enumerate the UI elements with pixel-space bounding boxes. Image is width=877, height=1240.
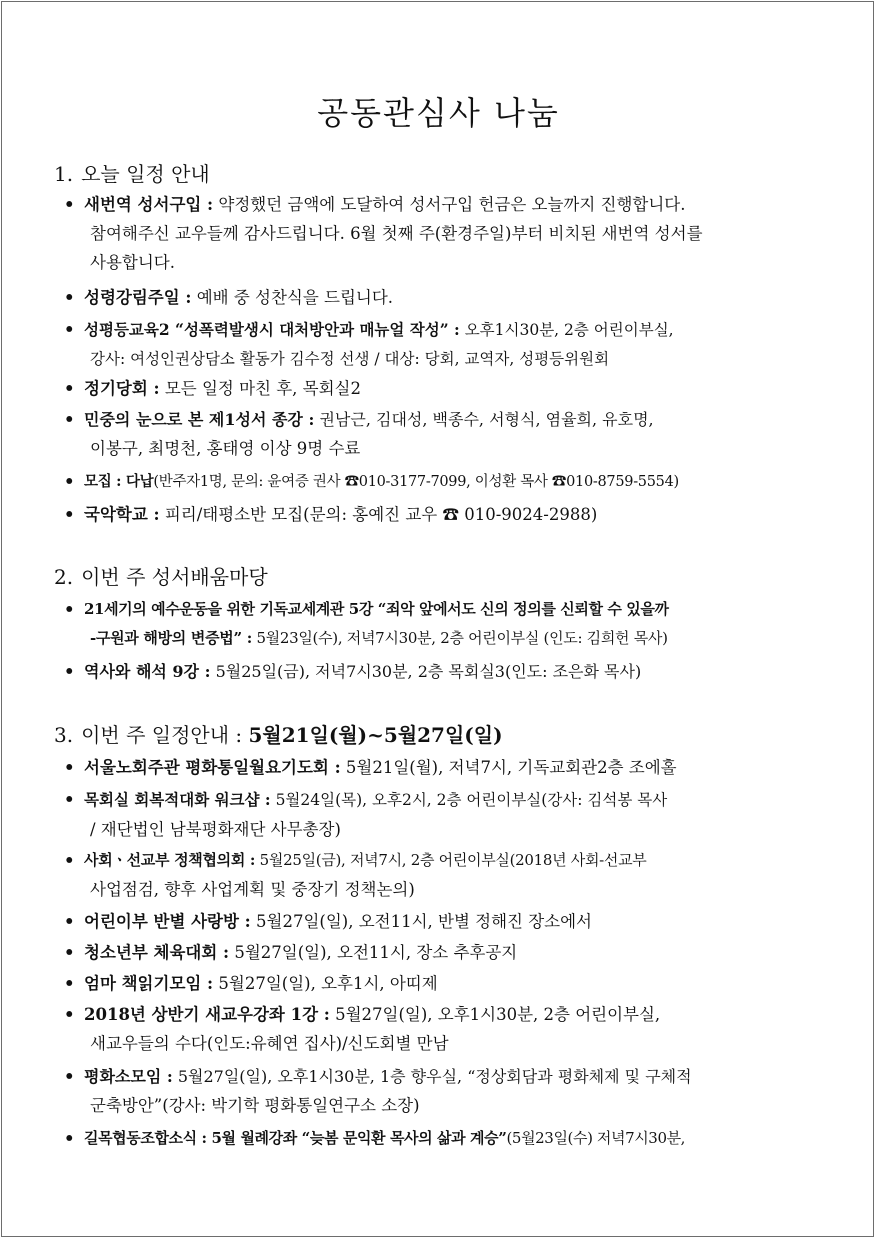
bullet-icon: •	[64, 912, 75, 931]
list-item	[64, 595, 804, 653]
item-label: 사회ㆍ선교부 정책협의회 :	[84, 851, 256, 869]
item-text: 권남근, 김대성, 백종수, 서형식, 염율희, 유호명,	[319, 410, 654, 429]
item-text: 5월23일(수), 저녁7시30분, 2층 어린이부실 (인도: 김희헌 목사)	[256, 629, 668, 647]
bullet-icon: •	[64, 943, 75, 962]
list-item	[64, 1124, 804, 1153]
bullet-icon: •	[64, 410, 75, 429]
bullet-icon: •	[64, 195, 75, 214]
bullet-icon: •	[64, 1067, 75, 1086]
bullet-icon: •	[64, 505, 75, 524]
list-item	[64, 405, 804, 463]
list-item	[64, 315, 804, 374]
item-label: 2018년 상반기 새교우강좌 1강 :	[84, 1005, 330, 1024]
list-item	[64, 283, 804, 312]
section-title: 이번 주 일정안내 :	[81, 723, 243, 747]
item-label: 민중의 눈으로 본 제1성서 종강 :	[84, 410, 315, 429]
list-item	[64, 500, 804, 529]
bullet-icon: •	[64, 974, 75, 993]
item-text: 5월27일(일), 오전11시, 반별 정해진 장소에서	[256, 912, 592, 931]
item-label: 어린이부 반별 사랑방 :	[84, 912, 251, 931]
item-label: 서울노회주관 평화통일월요기도회 :	[84, 758, 341, 777]
list-item	[64, 969, 804, 998]
item-label: 모집 : 다납	[84, 473, 154, 490]
item-label: 청소년부 체육대회 :	[84, 943, 230, 962]
item-text: (5월23일(수) 저녁7시30분,	[506, 1129, 686, 1147]
section-number: 2.	[54, 565, 74, 589]
list-item	[64, 657, 804, 686]
item-label: 새번역 성서구입 :	[84, 195, 214, 214]
item-text: 5월25일(금), 저녁7시, 2층 어린이부실(2018년 사회-선교부	[259, 851, 647, 869]
item-text: 5월21일(월), 저녁7시, 기독교회관2층 조에홀	[345, 758, 677, 777]
bullet-icon: •	[64, 320, 75, 339]
item-label: 역사와 해석 9강 :	[84, 662, 211, 681]
item-label: 평화소모임 :	[84, 1067, 173, 1086]
list-item	[64, 1062, 804, 1120]
bullet-icon: •	[64, 472, 75, 491]
list-item	[64, 467, 804, 497]
item-text: 모든 일정 마친 후, 목회실2	[164, 379, 361, 398]
item-text: (반주자1명, 문의: 윤여증 권사 ☎010-3177-7099, 이성환 목사 ☎010-8759-5554)	[153, 474, 679, 490]
list-item	[64, 846, 804, 904]
item-text: 예배 중 성찬식을 드립니다.	[196, 288, 394, 307]
bullet-icon: •	[64, 662, 75, 681]
item-label: 성평등교육2 “성폭력발생시 대처방안과 매뉴얼 작성” :	[84, 320, 460, 339]
bullet-icon: •	[64, 600, 75, 619]
bullet-icon: •	[64, 790, 75, 809]
item-text: / 재단법인 남북평화재단 사무총장)	[90, 820, 341, 839]
item-label: -구원과 해방의 변증법” :	[90, 629, 252, 647]
bullet-icon: •	[64, 1005, 75, 1024]
section-heading	[54, 721, 503, 749]
list-item	[64, 753, 804, 782]
list-item	[64, 907, 804, 936]
bullet-icon: •	[64, 379, 75, 398]
item-text: 약정했던 금액에 도달하여 성서구입 헌금은 오늘까지 진행합니다.	[218, 195, 686, 214]
list-item	[64, 1000, 804, 1058]
bullet-icon: •	[64, 758, 75, 777]
item-text: 새교우들의 수다(인도:유혜연 집사)/신도회별 만남	[90, 1034, 449, 1053]
section-number: 3.	[54, 723, 74, 747]
item-text: 오후1시30분, 2층 어린이부실,	[464, 321, 674, 339]
section-title: 이번 주 성서배움마당	[81, 565, 268, 589]
bullet-icon: •	[64, 1129, 75, 1148]
list-item	[64, 190, 804, 277]
bullet-icon: •	[64, 288, 75, 307]
item-text: 사업점검, 향후 사업계획 및 중장기 정책논의)	[90, 880, 415, 899]
section-heading	[54, 160, 210, 188]
section-date-range: 5월21일(월)~5월27일(일)	[248, 723, 503, 747]
item-text: 5월27일(일), 오전11시, 장소 추후공지	[234, 943, 518, 962]
list-item	[64, 374, 804, 403]
item-text: 5월24일(목), 오후2시, 2층 어린이부실(강사: 김석봉 목사	[275, 791, 668, 809]
item-text: 이봉구, 최명천, 홍태영 이상 9명 수료	[90, 439, 361, 458]
item-label: 21세기의 예수운동을 위한 기독교세계관 5강 “죄악 앞에서도 신의 정의를 신뢰할 수 있을까	[84, 600, 669, 618]
document-title: 공동관심사 나눔	[317, 94, 560, 132]
item-text: 군축방안”(강사: 박기학 평화통일연구소 소장)	[90, 1096, 420, 1115]
bullet-icon: •	[64, 851, 75, 870]
item-text: 피리/태평소반 모집(문의: 홍예진 교우 ☎ 010-9024-2988)	[164, 505, 598, 524]
item-text: 강사: 여성인권상담소 활동가 김수정 선생 / 대상: 당회, 교역자, 성평등위원회	[90, 350, 610, 368]
item-text: 5월27일(일), 오후1시, 아띠제	[218, 974, 438, 993]
item-text: 사용합니다.	[90, 253, 175, 272]
list-item	[64, 938, 804, 967]
item-label: 목회실 회복적대화 워크샵 :	[84, 790, 271, 809]
item-text: 5월27일(일), 오후1시30분, 2층 어린이부실,	[335, 1005, 661, 1024]
item-label: 국악학교 :	[84, 505, 160, 524]
item-text: 참여해주신 교우들께 감사드립니다. 6월 첫째 주(환경주일)부터 비치된 새번역 성서를	[90, 224, 703, 243]
section-number: 1.	[54, 162, 74, 186]
item-label: 길목협동조합소식 : 5월 월례강좌 “늦봄 문익환 목사의 삶과 계승”	[84, 1129, 507, 1147]
list-item	[64, 785, 804, 844]
item-label: 정기당회 :	[84, 379, 160, 398]
item-text: 5월27일(일), 오후1시30분, 1층 향우실, “정상회담과 평화체제 및 구체적	[177, 1067, 692, 1086]
item-label: 성령강림주일 :	[84, 288, 192, 307]
section-heading	[54, 563, 268, 591]
section-title: 오늘 일정 안내	[81, 162, 210, 186]
item-text: 5월25일(금), 저녁7시30분, 2층 목회실3(인도: 조은화 목사)	[215, 662, 642, 681]
item-label: 엄마 책읽기모임 :	[84, 974, 214, 993]
